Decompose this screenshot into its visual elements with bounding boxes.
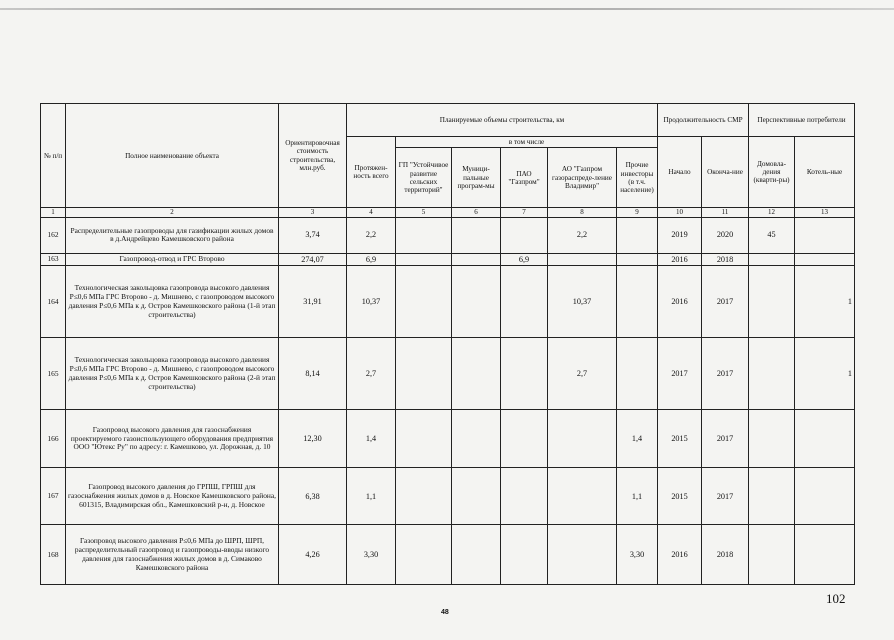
col-number: 5	[396, 208, 452, 217]
row-name: Технологическая закольцовка газопровода высокого давления Р≤0,6 МПа ГРС Второво - д. Мишнево, с газопроводом высокого давления Р≤0,6 МПа к д. Остров Камешковского района (2-й этап строительства)	[66, 338, 279, 410]
row-ao: 2,2	[548, 217, 617, 253]
col-number: 4	[347, 208, 396, 217]
row-start: 2016	[658, 266, 702, 338]
header-including: в том числе	[396, 137, 658, 148]
row-other: 3,30	[617, 525, 658, 585]
row-num: 168	[41, 525, 66, 585]
row-municipal	[452, 468, 501, 525]
row-pao	[501, 217, 548, 253]
row-end: 2018	[702, 253, 749, 266]
row-municipal	[452, 266, 501, 338]
row-municipal	[452, 253, 501, 266]
row-start: 2015	[658, 468, 702, 525]
row-num: 163	[41, 253, 66, 266]
col-number: 6	[452, 208, 501, 217]
row-length: 2,7	[347, 338, 396, 410]
row-boilers: 1	[795, 266, 855, 338]
row-boilers: 1	[795, 338, 855, 410]
row-other	[617, 266, 658, 338]
header-ao: АО "Газпром газораспреде-ление Владимир"	[548, 148, 617, 208]
col-number: 11	[702, 208, 749, 217]
col-number: 7	[501, 208, 548, 217]
row-end: 2017	[702, 410, 749, 468]
row-other	[617, 253, 658, 266]
row-start: 2016	[658, 253, 702, 266]
row-municipal	[452, 338, 501, 410]
row-ao	[548, 525, 617, 585]
row-pao	[501, 525, 548, 585]
col-number: 12	[749, 208, 795, 217]
row-households	[749, 253, 795, 266]
table-row	[41, 525, 855, 585]
row-start: 2015	[658, 410, 702, 468]
table-row	[41, 266, 855, 338]
row-end: 2017	[702, 266, 749, 338]
row-households	[749, 525, 795, 585]
col-number: 9	[617, 208, 658, 217]
row-end: 2017	[702, 338, 749, 410]
row-gp	[396, 253, 452, 266]
row-start: 2016	[658, 525, 702, 585]
row-num: 164	[41, 266, 66, 338]
col-number: 13	[795, 208, 855, 217]
row-households	[749, 468, 795, 525]
header-households: Домовла-дения (кварти-ры)	[749, 137, 795, 208]
row-cost: 8,14	[279, 338, 347, 410]
row-num: 167	[41, 468, 66, 525]
col-number: 2	[66, 208, 279, 217]
row-boilers	[795, 217, 855, 253]
table-row	[41, 410, 855, 468]
row-ao	[548, 253, 617, 266]
row-length: 2,2	[347, 217, 396, 253]
header-consumers: Перспективные потребители	[749, 104, 855, 137]
row-other	[617, 217, 658, 253]
row-length: 1,4	[347, 410, 396, 468]
header-num: № п/п	[41, 104, 66, 208]
row-num: 165	[41, 338, 66, 410]
row-pao	[501, 266, 548, 338]
row-name: Распределительные газопроводы для газификации жилых домов в д.Андрейцево Камешковского района	[66, 217, 279, 253]
row-cost: 12,30	[279, 410, 347, 468]
row-cost: 6,38	[279, 468, 347, 525]
scan-page-number: 48	[441, 609, 449, 616]
row-end: 2020	[702, 217, 749, 253]
row-cost: 3,74	[279, 217, 347, 253]
row-households	[749, 266, 795, 338]
row-name: Газопровод-отвод и ГРС Второво	[66, 253, 279, 266]
row-gp	[396, 468, 452, 525]
header-length: Протяжен-ность всего	[347, 137, 396, 208]
row-municipal	[452, 410, 501, 468]
table-row	[41, 217, 855, 253]
row-ao: 2,7	[548, 338, 617, 410]
row-start: 2017	[658, 338, 702, 410]
col-number: 3	[279, 208, 347, 217]
col-number: 10	[658, 208, 702, 217]
row-pao	[501, 338, 548, 410]
row-start: 2019	[658, 217, 702, 253]
row-other: 1,1	[617, 468, 658, 525]
header-cost: Ориентировочная стоимость строительства, млн.руб.	[279, 104, 347, 208]
row-name: Газопровод высокого давления Р≤0,6 МПа до ШРП, ШРП, распределительный газопровод и газопроводы-вводы низкого давления для газоснабжения жилых домов в д. Симаково Камешковского района	[66, 525, 279, 585]
gas-pipeline-table	[40, 103, 855, 585]
row-gp	[396, 217, 452, 253]
row-boilers	[795, 468, 855, 525]
row-other	[617, 338, 658, 410]
row-ao	[548, 468, 617, 525]
col-number: 1	[41, 208, 66, 217]
row-ao: 10,37	[548, 266, 617, 338]
row-households	[749, 410, 795, 468]
row-pao	[501, 468, 548, 525]
header-name: Полное наименование объекта	[66, 104, 279, 208]
row-pao	[501, 410, 548, 468]
table-row	[41, 468, 855, 525]
header-pao: ПАО "Газпром"	[501, 148, 548, 208]
header-end: Оконча-ние	[702, 137, 749, 208]
table-row	[41, 338, 855, 410]
header-municipal: Муници-пальные програм-мы	[452, 148, 501, 208]
row-gp	[396, 266, 452, 338]
scan-edge-line	[0, 8, 894, 10]
page-number: 102	[826, 591, 846, 606]
row-boilers	[795, 253, 855, 266]
row-num: 166	[41, 410, 66, 468]
header-volumes: Планируемые объемы строительства, км	[347, 104, 658, 137]
row-name: Газопровод высокого давления до ГРПШ, ГРПШ для газоснабжения жилых домов в д. Новское Камешковского района, 601315, Владимирская обл., Камешковский р-н, д. Новское	[66, 468, 279, 525]
row-gp	[396, 525, 452, 585]
row-gp	[396, 410, 452, 468]
header-other: Прочие инвесторы (в т.ч. население)	[617, 148, 658, 208]
row-cost: 4,26	[279, 525, 347, 585]
col-number: 8	[548, 208, 617, 217]
row-length: 1,1	[347, 468, 396, 525]
row-ao	[548, 410, 617, 468]
row-households	[749, 338, 795, 410]
row-length: 6,9	[347, 253, 396, 266]
row-num: 162	[41, 217, 66, 253]
row-municipal	[452, 525, 501, 585]
header-gp: ГП "Устойчивое развитие сельских территорий"	[396, 148, 452, 208]
row-name: Технологическая закольцовка газопровода высокого давления Р≤0,6 МПа ГРС Второво - д. Мишнево, с газопроводом высокого давления Р≤0,6 МПа к д. Остров Камешковского района (1-й этап строительства)	[66, 266, 279, 338]
row-end: 2017	[702, 468, 749, 525]
row-gp	[396, 338, 452, 410]
row-name: Газопровод высокого давления для газоснабжения проектируемого газоиспользующего оборудования предприятия ООО "Ютекс Ру" по адресу: г. Камешково, ул. Дорожная, д. 10	[66, 410, 279, 468]
row-end: 2018	[702, 525, 749, 585]
row-cost: 274,07	[279, 253, 347, 266]
header-boilers: Котель-ные	[795, 137, 855, 208]
row-households: 45	[749, 217, 795, 253]
row-other: 1,4	[617, 410, 658, 468]
row-municipal	[452, 217, 501, 253]
column-numbers-row	[41, 208, 855, 217]
row-length: 3,30	[347, 525, 396, 585]
row-boilers	[795, 410, 855, 468]
header-duration: Продолжительность СМР	[658, 104, 749, 137]
header-start: Начало	[658, 137, 702, 208]
row-length: 10,37	[347, 266, 396, 338]
row-cost: 31,91	[279, 266, 347, 338]
row-pao: 6,9	[501, 253, 548, 266]
table-row	[41, 253, 855, 266]
row-boilers	[795, 525, 855, 585]
